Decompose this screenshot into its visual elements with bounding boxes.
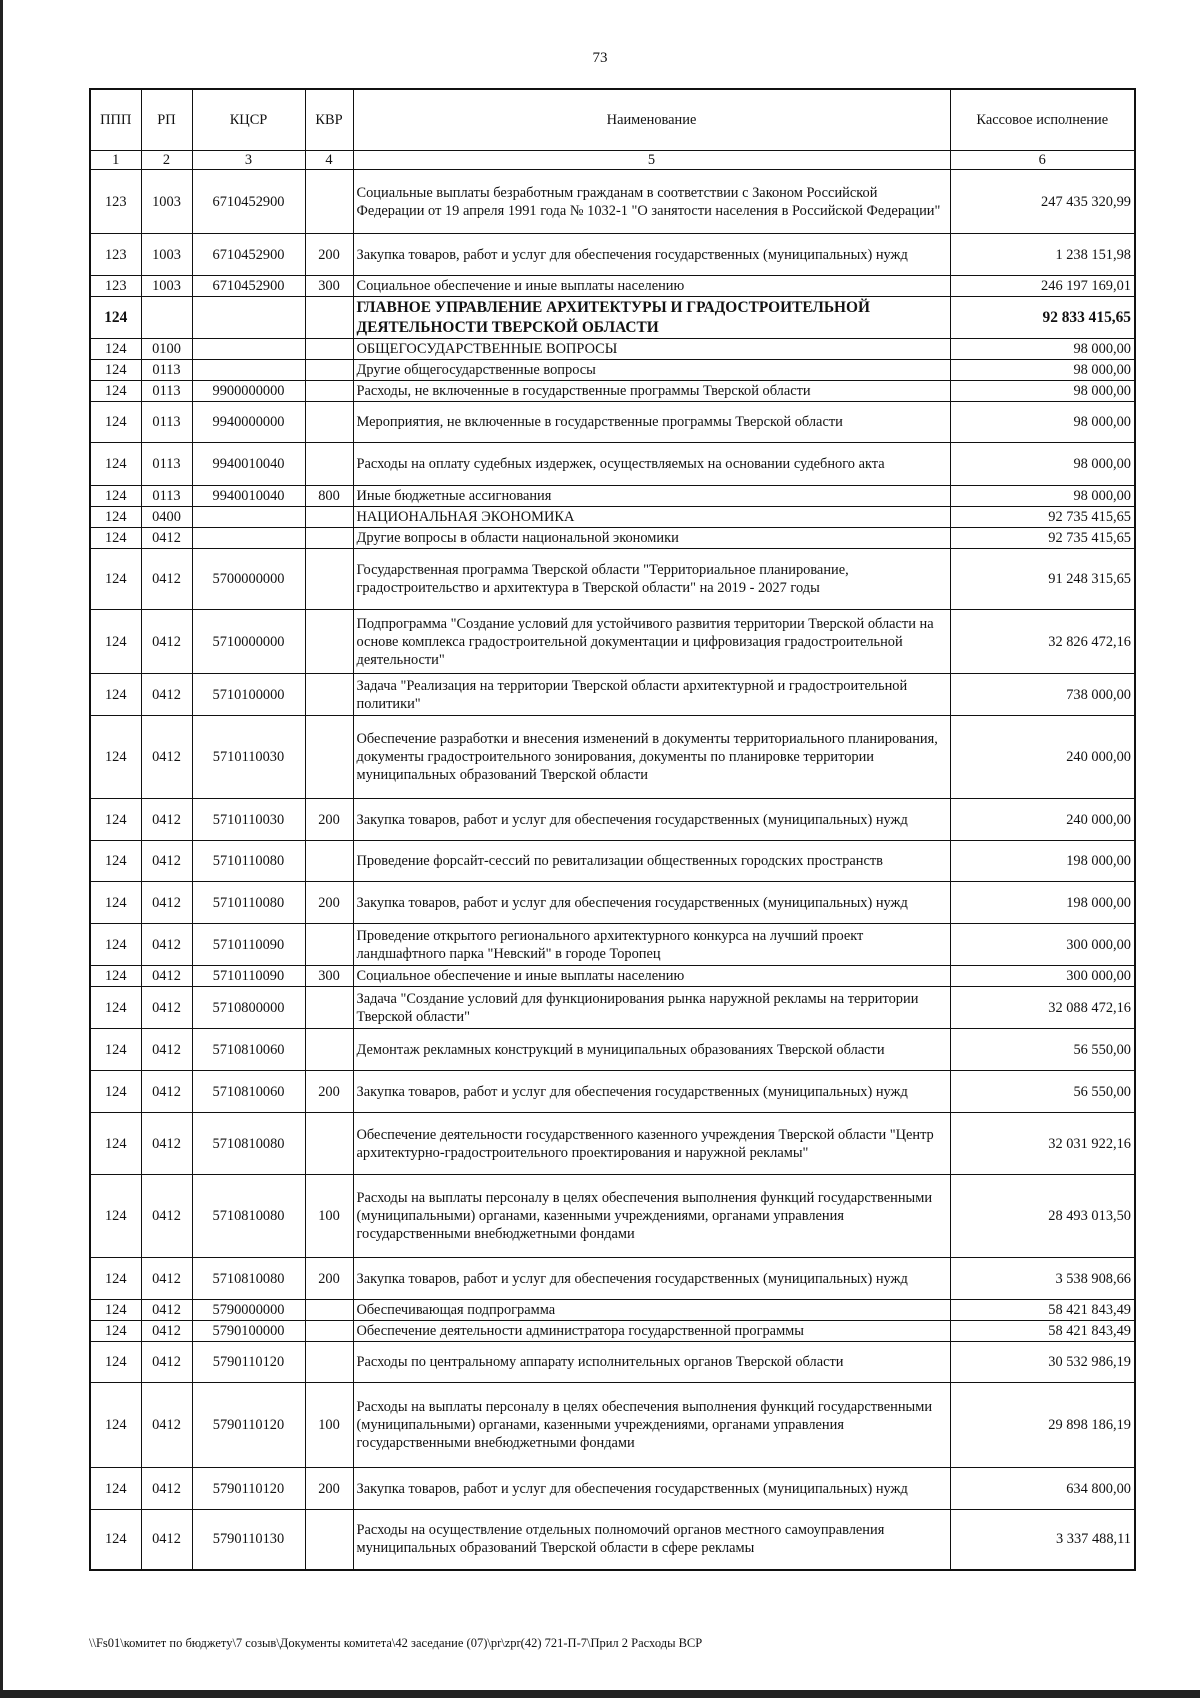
cell-name: Закупка товаров, работ и услуг для обеспечения государственных (муниципальных) нужд xyxy=(353,799,950,841)
cell-rp: 0412 xyxy=(141,1510,192,1570)
cell-kcsr: 5790110120 xyxy=(192,1383,305,1468)
header-kvr: КВР xyxy=(305,89,353,151)
cell-kcsr: 5710810080 xyxy=(192,1258,305,1300)
table-row xyxy=(90,486,1135,507)
table-row xyxy=(90,402,1135,443)
cell-kcsr: 5790100000 xyxy=(192,1321,305,1342)
cell-rp: 0113 xyxy=(141,360,192,381)
cell-kvr xyxy=(305,1029,353,1071)
cell-rp: 0412 xyxy=(141,674,192,716)
cell-ppp: 124 xyxy=(90,841,141,882)
cell-amount: 738 000,00 xyxy=(950,674,1135,716)
cell-ppp: 124 xyxy=(90,1383,141,1468)
cell-ppp: 124 xyxy=(90,1175,141,1258)
table-row xyxy=(90,234,1135,276)
cell-kcsr: 5710100000 xyxy=(192,674,305,716)
table-row xyxy=(90,882,1135,924)
cell-kcsr: 9940010040 xyxy=(192,486,305,507)
table-row xyxy=(90,443,1135,486)
cell-kvr xyxy=(305,1113,353,1175)
header-kcsr: КЦСР xyxy=(192,89,305,151)
cell-amount: 32 088 472,16 xyxy=(950,987,1135,1029)
cell-kcsr: 9900000000 xyxy=(192,381,305,402)
cell-kvr: 200 xyxy=(305,1071,353,1113)
column-number: 2 xyxy=(141,151,192,170)
cell-kvr xyxy=(305,443,353,486)
cell-kvr xyxy=(305,507,353,528)
cell-name: Другие общегосударственные вопросы xyxy=(353,360,950,381)
cell-amount: 240 000,00 xyxy=(950,716,1135,799)
cell-rp: 0113 xyxy=(141,486,192,507)
cell-name: Другие вопросы в области национальной экономики xyxy=(353,528,950,549)
cell-name: Закупка товаров, работ и услуг для обеспечения государственных (муниципальных) нужд xyxy=(353,1071,950,1113)
cell-kcsr: 5710110080 xyxy=(192,841,305,882)
cell-kvr: 100 xyxy=(305,1175,353,1258)
cell-kvr xyxy=(305,1342,353,1383)
budget-table xyxy=(89,88,1136,1571)
cell-amount: 240 000,00 xyxy=(950,799,1135,841)
cell-kvr: 200 xyxy=(305,799,353,841)
cell-kcsr xyxy=(192,528,305,549)
cell-amount: 1 238 151,98 xyxy=(950,234,1135,276)
cell-kcsr: 5790110120 xyxy=(192,1342,305,1383)
cell-name: Обеспечение деятельности государственного казенного учреждения Тверской области "Центр архитектурно-градостроительного проектирования и наружной рекламы" xyxy=(353,1113,950,1175)
cell-ppp: 124 xyxy=(90,1321,141,1342)
cell-rp: 0400 xyxy=(141,507,192,528)
cell-ppp: 124 xyxy=(90,297,141,339)
cell-ppp: 124 xyxy=(90,924,141,966)
cell-name: Задача "Создание условий для функционирования рынка наружной рекламы на территории Тверской области" xyxy=(353,987,950,1029)
cell-ppp: 124 xyxy=(90,1342,141,1383)
cell-kvr xyxy=(305,841,353,882)
header-rp: РП xyxy=(141,89,192,151)
cell-amount: 247 435 320,99 xyxy=(950,170,1135,234)
cell-name: Социальное обеспечение и иные выплаты населению xyxy=(353,276,950,297)
cell-name: Задача "Реализация на территории Тверской области архитектурной и градостроительной политики" xyxy=(353,674,950,716)
cell-kvr xyxy=(305,528,353,549)
table-row xyxy=(90,966,1135,987)
table-row xyxy=(90,799,1135,841)
cell-amount: 32 031 922,16 xyxy=(950,1113,1135,1175)
table-row xyxy=(90,360,1135,381)
cell-kvr: 800 xyxy=(305,486,353,507)
cell-amount: 634 800,00 xyxy=(950,1468,1135,1510)
cell-ppp: 124 xyxy=(90,966,141,987)
cell-name: Социальное обеспечение и иные выплаты населению xyxy=(353,966,950,987)
cell-amount: 56 550,00 xyxy=(950,1071,1135,1113)
cell-kvr xyxy=(305,716,353,799)
cell-kvr: 300 xyxy=(305,276,353,297)
cell-ppp: 124 xyxy=(90,549,141,610)
cell-amount: 30 532 986,19 xyxy=(950,1342,1135,1383)
cell-ppp: 124 xyxy=(90,1071,141,1113)
header-amount: Кассовое исполнение xyxy=(950,89,1135,151)
cell-rp: 0412 xyxy=(141,528,192,549)
table-row xyxy=(90,1300,1135,1321)
cell-name: ГЛАВНОЕ УПРАВЛЕНИЕ АРХИТЕКТУРЫ И ГРАДОСТРОИТЕЛЬНОЙ ДЕЯТЕЛЬНОСТИ ТВЕРСКОЙ ОБЛАСТИ xyxy=(353,297,950,339)
table-row xyxy=(90,339,1135,360)
cell-rp: 0412 xyxy=(141,549,192,610)
cell-rp: 0100 xyxy=(141,339,192,360)
cell-kvr: 200 xyxy=(305,882,353,924)
table-row xyxy=(90,674,1135,716)
cell-rp: 0412 xyxy=(141,1300,192,1321)
cell-name: Социальные выплаты безработным гражданам в соответствии с Законом Российской Федерации от 19 апреля 1991 года № 1032-1 "О занятости населения в Российской Федерации" xyxy=(353,170,950,234)
cell-rp: 1003 xyxy=(141,170,192,234)
cell-amount: 58 421 843,49 xyxy=(950,1321,1135,1342)
cell-kcsr: 5710810080 xyxy=(192,1175,305,1258)
table-row xyxy=(90,1383,1135,1468)
cell-amount: 3 337 488,11 xyxy=(950,1510,1135,1570)
cell-ppp: 124 xyxy=(90,507,141,528)
cell-kcsr: 5790110130 xyxy=(192,1510,305,1570)
table-row xyxy=(90,1113,1135,1175)
cell-ppp: 124 xyxy=(90,987,141,1029)
cell-rp: 0412 xyxy=(141,966,192,987)
table-row xyxy=(90,276,1135,297)
cell-name: Проведение открытого регионального архитектурного конкурса на лучший проект ландшафтного парка "Невский" в городе Торопец xyxy=(353,924,950,966)
cell-ppp: 124 xyxy=(90,799,141,841)
cell-rp: 1003 xyxy=(141,276,192,297)
cell-kvr xyxy=(305,381,353,402)
cell-amount: 198 000,00 xyxy=(950,841,1135,882)
cell-name: Закупка товаров, работ и услуг для обеспечения государственных (муниципальных) нужд xyxy=(353,1258,950,1300)
cell-rp: 1003 xyxy=(141,234,192,276)
cell-kvr xyxy=(305,987,353,1029)
cell-ppp: 124 xyxy=(90,882,141,924)
header-ppp: ППП xyxy=(90,89,141,151)
table-row xyxy=(90,1175,1135,1258)
cell-kcsr: 5710110090 xyxy=(192,966,305,987)
cell-kvr: 200 xyxy=(305,234,353,276)
table-row xyxy=(90,1342,1135,1383)
page-number: 73 xyxy=(592,50,608,66)
cell-name: Расходы на оплату судебных издержек, осуществляемых на основании судебного акта xyxy=(353,443,950,486)
cell-name: Иные бюджетные ассигнования xyxy=(353,486,950,507)
table-body xyxy=(90,170,1135,1570)
cell-kcsr: 5710800000 xyxy=(192,987,305,1029)
cell-name: Проведение форсайт-сессий по ревитализации общественных городских пространств xyxy=(353,841,950,882)
cell-kcsr: 5710810080 xyxy=(192,1113,305,1175)
cell-rp: 0412 xyxy=(141,1258,192,1300)
column-number: 1 xyxy=(90,151,141,170)
cell-amount: 92 735 415,65 xyxy=(950,507,1135,528)
cell-rp: 0412 xyxy=(141,1175,192,1258)
cell-kcsr: 5700000000 xyxy=(192,549,305,610)
cell-name: Расходы на выплаты персоналу в целях обеспечения выполнения функций государственными (муниципальными) органами, казенными учреждениями, органами управления государственными внебюджетными фондами xyxy=(353,1175,950,1258)
cell-kvr xyxy=(305,1321,353,1342)
cell-ppp: 124 xyxy=(90,674,141,716)
cell-kvr xyxy=(305,360,353,381)
cell-name: Закупка товаров, работ и услуг для обеспечения государственных (муниципальных) нужд xyxy=(353,1468,950,1510)
cell-name: Обеспечение деятельности администратора государственной программы xyxy=(353,1321,950,1342)
table-row xyxy=(90,610,1135,674)
cell-kcsr: 5790000000 xyxy=(192,1300,305,1321)
cell-kcsr: 5790110120 xyxy=(192,1468,305,1510)
cell-amount: 98 000,00 xyxy=(950,486,1135,507)
cell-kvr: 200 xyxy=(305,1468,353,1510)
cell-kcsr: 5710000000 xyxy=(192,610,305,674)
cell-amount: 92 833 415,65 xyxy=(950,297,1135,339)
cell-kvr: 200 xyxy=(305,1258,353,1300)
cell-kcsr: 5710110030 xyxy=(192,799,305,841)
cell-kcsr: 9940000000 xyxy=(192,402,305,443)
cell-name: Расходы на осуществление отдельных полномочий органов местного самоуправления муниципальных образований Тверской области в сфере рекламы xyxy=(353,1510,950,1570)
header-name: Наименование xyxy=(353,89,950,151)
cell-ppp: 124 xyxy=(90,1300,141,1321)
cell-kvr xyxy=(305,339,353,360)
cell-kvr xyxy=(305,610,353,674)
cell-name: Мероприятия, не включенные в государственные программы Тверской области xyxy=(353,402,950,443)
cell-ppp: 124 xyxy=(90,1113,141,1175)
cell-name: Расходы по центральному аппарату исполнительных органов Тверской области xyxy=(353,1342,950,1383)
cell-ppp: 123 xyxy=(90,276,141,297)
cell-name: НАЦИОНАЛЬНАЯ ЭКОНОМИКА xyxy=(353,507,950,528)
cell-rp: 0412 xyxy=(141,841,192,882)
cell-kvr xyxy=(305,1510,353,1570)
cell-kcsr: 5710110080 xyxy=(192,882,305,924)
cell-ppp: 124 xyxy=(90,339,141,360)
cell-name: Подпрограмма "Создание условий для устойчивого развития территории Тверской области на основе комплекса градостроительной документации и цифровизация градостроительной деятельности" xyxy=(353,610,950,674)
cell-ppp: 124 xyxy=(90,610,141,674)
cell-kcsr xyxy=(192,507,305,528)
cell-ppp: 124 xyxy=(90,360,141,381)
cell-name: Расходы на выплаты персоналу в целях обеспечения выполнения функций государственными (муниципальными) органами, казенными учреждениями, органами управления государственными внебюджетными фондами xyxy=(353,1383,950,1468)
column-number: 6 xyxy=(950,151,1135,170)
scan-bottom-edge xyxy=(0,1690,1200,1698)
cell-kvr xyxy=(305,297,353,339)
cell-rp: 0113 xyxy=(141,402,192,443)
cell-amount: 300 000,00 xyxy=(950,966,1135,987)
table-row xyxy=(90,924,1135,966)
cell-rp: 0412 xyxy=(141,1342,192,1383)
cell-rp: 0412 xyxy=(141,882,192,924)
cell-rp: 0412 xyxy=(141,924,192,966)
table-row xyxy=(90,841,1135,882)
cell-name: Обеспечение разработки и внесения изменений в документы территориального планирования, документы градостроительного зонирования, документы по планировке территории муниципальных образований Тверской области xyxy=(353,716,950,799)
cell-rp: 0412 xyxy=(141,1383,192,1468)
cell-amount: 98 000,00 xyxy=(950,360,1135,381)
cell-name: Государственная программа Тверской области "Территориальное планирование, градостроительство и архитектура в Тверской области" на 2019 - 2027 годы xyxy=(353,549,950,610)
cell-ppp: 124 xyxy=(90,381,141,402)
cell-kvr: 300 xyxy=(305,966,353,987)
cell-rp: 0412 xyxy=(141,1071,192,1113)
cell-rp: 0412 xyxy=(141,1113,192,1175)
cell-rp xyxy=(141,297,192,339)
cell-kcsr: 5710810060 xyxy=(192,1029,305,1071)
cell-kcsr: 6710452900 xyxy=(192,234,305,276)
table-row xyxy=(90,987,1135,1029)
table-row xyxy=(90,528,1135,549)
cell-name: ОБЩЕГОСУДАРСТВЕННЫЕ ВОПРОСЫ xyxy=(353,339,950,360)
column-number-row xyxy=(90,151,1135,170)
cell-ppp: 123 xyxy=(90,170,141,234)
cell-ppp: 124 xyxy=(90,528,141,549)
cell-amount: 98 000,00 xyxy=(950,443,1135,486)
cell-ppp: 124 xyxy=(90,443,141,486)
cell-amount: 98 000,00 xyxy=(950,381,1135,402)
table-row xyxy=(90,297,1135,339)
cell-amount: 300 000,00 xyxy=(950,924,1135,966)
footer-file-path: \\Fs01\комитет по бюджету\7 созыв\Документы комитета\42 заседание (07)\pr\zpr(42) 721-П-7\Прил 2 Расходы ВСР xyxy=(89,1636,703,1650)
cell-ppp: 124 xyxy=(90,1510,141,1570)
table-row xyxy=(90,1510,1135,1570)
scan-edge xyxy=(0,0,3,1698)
cell-name: Закупка товаров, работ и услуг для обеспечения государственных (муниципальных) нужд xyxy=(353,882,950,924)
cell-amount: 98 000,00 xyxy=(950,402,1135,443)
cell-amount: 198 000,00 xyxy=(950,882,1135,924)
cell-kcsr xyxy=(192,360,305,381)
header-row xyxy=(90,89,1135,151)
cell-kvr xyxy=(305,402,353,443)
table-row xyxy=(90,1029,1135,1071)
cell-kcsr xyxy=(192,339,305,360)
cell-kcsr: 6710452900 xyxy=(192,170,305,234)
cell-amount: 92 735 415,65 xyxy=(950,528,1135,549)
cell-kvr: 100 xyxy=(305,1383,353,1468)
cell-ppp: 124 xyxy=(90,1468,141,1510)
cell-ppp: 124 xyxy=(90,1258,141,1300)
cell-kcsr: 5710110090 xyxy=(192,924,305,966)
table-row xyxy=(90,716,1135,799)
cell-rp: 0113 xyxy=(141,443,192,486)
table-row xyxy=(90,1321,1135,1342)
column-number: 5 xyxy=(353,151,950,170)
cell-ppp: 124 xyxy=(90,716,141,799)
cell-ppp: 124 xyxy=(90,402,141,443)
cell-rp: 0412 xyxy=(141,716,192,799)
table-row xyxy=(90,381,1135,402)
cell-ppp: 123 xyxy=(90,234,141,276)
cell-kvr xyxy=(305,1300,353,1321)
table-row xyxy=(90,170,1135,234)
table-row xyxy=(90,507,1135,528)
cell-name: Расходы, не включенные в государственные программы Тверской области xyxy=(353,381,950,402)
cell-amount: 29 898 186,19 xyxy=(950,1383,1135,1468)
cell-rp: 0412 xyxy=(141,987,192,1029)
cell-amount: 246 197 169,01 xyxy=(950,276,1135,297)
cell-ppp: 124 xyxy=(90,1029,141,1071)
cell-rp: 0412 xyxy=(141,610,192,674)
cell-kcsr: 5710810060 xyxy=(192,1071,305,1113)
cell-name: Обеспечивающая подпрограмма xyxy=(353,1300,950,1321)
cell-amount: 28 493 013,50 xyxy=(950,1175,1135,1258)
table-row xyxy=(90,1071,1135,1113)
cell-kcsr xyxy=(192,297,305,339)
cell-rp: 0412 xyxy=(141,1468,192,1510)
cell-kcsr: 6710452900 xyxy=(192,276,305,297)
column-number: 4 xyxy=(305,151,353,170)
cell-kvr xyxy=(305,924,353,966)
cell-rp: 0113 xyxy=(141,381,192,402)
cell-name: Закупка товаров, работ и услуг для обеспечения государственных (муниципальных) нужд xyxy=(353,234,950,276)
cell-kvr xyxy=(305,549,353,610)
cell-kvr xyxy=(305,170,353,234)
column-number: 3 xyxy=(192,151,305,170)
cell-amount: 98 000,00 xyxy=(950,339,1135,360)
cell-amount: 56 550,00 xyxy=(950,1029,1135,1071)
cell-rp: 0412 xyxy=(141,799,192,841)
cell-amount: 32 826 472,16 xyxy=(950,610,1135,674)
table-row xyxy=(90,1468,1135,1510)
cell-kcsr: 5710110030 xyxy=(192,716,305,799)
cell-rp: 0412 xyxy=(141,1029,192,1071)
cell-name: Демонтаж рекламных конструкций в муниципальных образованиях Тверской области xyxy=(353,1029,950,1071)
cell-rp: 0412 xyxy=(141,1321,192,1342)
cell-kvr xyxy=(305,674,353,716)
cell-amount: 3 538 908,66 xyxy=(950,1258,1135,1300)
cell-amount: 58 421 843,49 xyxy=(950,1300,1135,1321)
cell-ppp: 124 xyxy=(90,486,141,507)
cell-kcsr: 9940010040 xyxy=(192,443,305,486)
table-row xyxy=(90,549,1135,610)
table-row xyxy=(90,1258,1135,1300)
cell-amount: 91 248 315,65 xyxy=(950,549,1135,610)
